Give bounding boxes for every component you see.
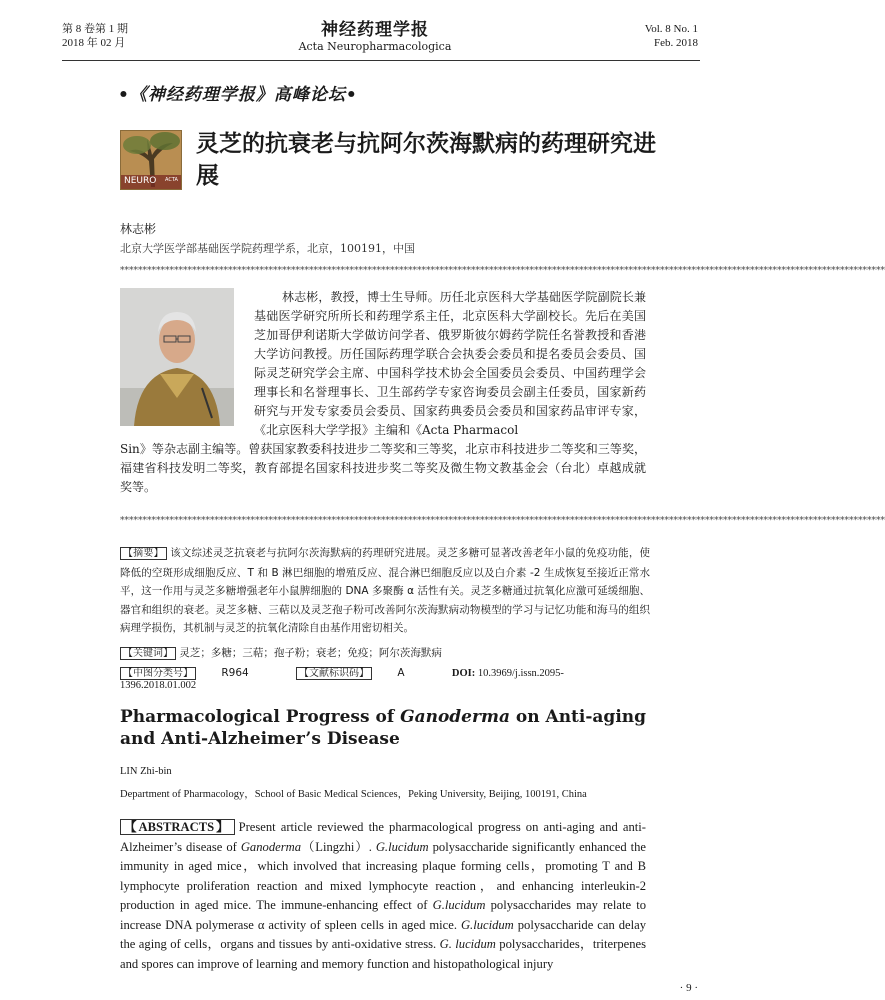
abstract-en-i1: Ganoderma [240, 839, 301, 854]
affiliation-en: Department of Pharmacology，School of Basic Medical Sciences，Peking University, Beijing, 100191, China [120, 789, 587, 800]
journal-name-cn: 神经药理学报 [321, 20, 429, 40]
abstract-en-s6: polysaccharides，triterpenes and spores can improve of learning and memory function and histopathological injury [120, 937, 647, 971]
volume-issue-cn: 第 8 卷第 1 期 [62, 23, 128, 35]
keywords-cn-label: 【关键词】 [120, 647, 176, 660]
affiliation-cn: 北京大学医学部基础医学院药理学系，北京，100191，中国 [120, 242, 415, 255]
doi-value: 10.3969/j.issn.2095-1396.2018.01.002 [120, 668, 564, 691]
forum-heading: •《神经药理学报》高峰论坛• [118, 85, 358, 105]
abstract-en-i4: G.lucidum [460, 917, 514, 932]
volume-issue-en: Vol. 8 No. 1 [644, 23, 698, 35]
title-en-part2: on Anti-aging and Anti-Alzheimer’s Disease [120, 707, 647, 749]
abstract-en-label: 【ABSTRACTS】 [120, 819, 235, 835]
abstract-en-s3: polysaccharide significantly enhanced the immunity in aged mice，which involved that increasing plaque forming cells，promoting T and B lymphocyte proliferation reaction and mixed lymphocyte reaction，and enhancing interleukin-2 production in aged mice. The immune-enhancing effect of [120, 839, 646, 912]
author-photo [120, 288, 234, 426]
abstract-en-s5: polysaccharide can delay the aging of cells，organs and tissues by anti-oxidative stress. [120, 917, 646, 951]
clc [120, 667, 271, 679]
abstract-en-s2: （Lingzhi）. [301, 839, 376, 854]
header-volume-en [645, 22, 698, 50]
abstract-en [120, 818, 646, 974]
clc-label: 【中图分类号】 [120, 667, 196, 680]
author-bio-part2: Sin》等杂志副主编等。曾获国家教委科技进步二等奖和三等奖，北京市科技进步二等奖和三等奖，福建省科技发明二等奖，教育部提名国家科技进步奖二等奖及微生物文教基金会（台北）卓越成就奖等。 [120, 442, 646, 494]
abstract-en-s4: polysaccharides may relate to increase DNA polymerase α activity of spleen cells in aged mice. [120, 898, 647, 932]
header-journal [250, 20, 500, 54]
doc-code-label: 【文献标识码】 [296, 667, 372, 680]
article-title-en [120, 706, 660, 750]
abstract-cn [120, 544, 650, 638]
title-en-part1: Pharmacological Progress of [120, 707, 401, 727]
classification-line [120, 664, 660, 691]
abstract-cn-label: 【摘要】 [120, 547, 167, 560]
clc-value: R964 [221, 667, 249, 679]
author-bio-part1: 林志彬，教授，博士生导师。历任北京医科大学基础医学院副院长兼基础医学研究所所长和药理学系主任，北京医科大学副校长。先后在美国芝加哥伊利诺斯大学做访问学者、俄罗斯彼尔姆药学院任名誉教授和香港大学访问教授。历任国际药理学联合会执委会委员和提名委员会委员、国际灵芝研究学会主席、中国科学技术协会全国委员会委员、中国药理学会理事长和名誉理事长、卫生部药学专家咨询委员会副主任委员，国家新药研究与开发专家委员会委员、国家药典委员会委员和国家药品审评专家，《北京医科大学学报》主编和《Acta Pharmacol [254, 290, 646, 437]
doc-code [296, 667, 427, 679]
doc-code-value: A [397, 667, 405, 679]
abstract-en-i5: G. lucidum [439, 937, 496, 951]
author-en: LIN Zhi-bin [120, 766, 172, 777]
title-en-italic: Ganoderma [400, 707, 510, 727]
journal-logo [120, 130, 182, 190]
abstract-en-i2: G.lucidum [375, 839, 429, 854]
date-cn: 2018 年 02 月 [62, 37, 126, 49]
article-title-cn: 灵芝的抗衰老与抗阿尔茨海默病的药理研究进展 [196, 130, 656, 189]
page-number: · 9 · [679, 982, 698, 994]
keywords-cn [120, 644, 442, 660]
abstract-cn-text: 该文综述灵芝抗衰老与抗阿尔茨海默病的药理研究进展。灵芝多糖可显著改善老年小鼠的免疫功能，使降低的空斑形成细胞反应、T 和 B 淋巴细胞的增殖反应、混合淋巴细胞反应以及白介素 -2 生成恢复至接近正常水平，这一作用与灵芝多糖增强老年小鼠脾细胞的 DNA 多聚酶 α 活性有关。灵芝多糖通过抗氧化应激可延缓细胞、器官和组织的衰老。灵芝多糖、三萜以及灵芝孢子粉可改善阿尔茨海默病动物模型的学习与记忆功能和海马的组织病理学损伤，其机制与灵芝的抗氧化清除自由基作用密切相关。 [120, 547, 651, 634]
logo-text-main: NEURO [124, 176, 157, 186]
abstract-en-s1: Present article reviewed the pharmacological progress on anti-aging and anti-Alzheimer’s disease of [120, 820, 646, 854]
keywords-cn-text: 灵芝；多糖；三萜；孢子粉；衰老；免疫；阿尔茨海默病 [179, 647, 442, 659]
journal-name-en: Acta Neuropharmacologica [298, 40, 452, 53]
star-divider-bottom: ************************************************************************************************************************************************************************** [120, 516, 885, 526]
portrait-icon [120, 288, 234, 426]
header-divider [62, 60, 700, 61]
abstract-en-i3: G.lucidum [432, 898, 486, 912]
doi-label: DOI: [451, 668, 476, 679]
date-en: Feb. 2018 [654, 37, 698, 49]
header-volume-cn [62, 22, 128, 50]
star-divider-top: ************************************************************************************************************************************************************************** [120, 266, 885, 276]
logo-text-small: ACTA [165, 177, 178, 183]
author-cn: 林志彬 [120, 222, 157, 236]
